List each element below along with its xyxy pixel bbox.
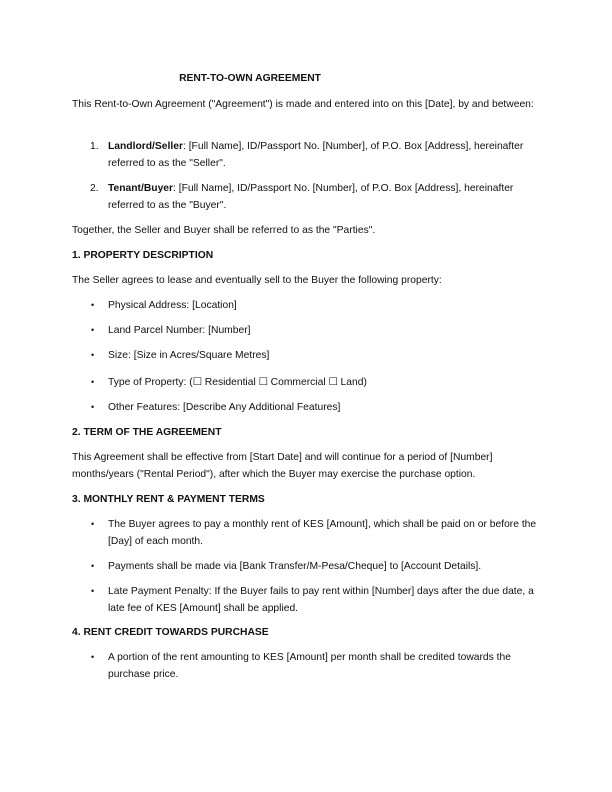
list-item bbox=[91, 649, 540, 683]
section-heading: 2. TERM OF THE AGREEMENT bbox=[72, 427, 222, 438]
list-item bbox=[91, 399, 540, 416]
party-text: : [Full Name], ID/Passport No. [Number], of P.O. Box [Address], hereinafter referred to as the "Seller". bbox=[108, 141, 524, 169]
section-body: This Agreement shall be effective from [Start Date] and will continue for a period of [Number] months/years ("Rental Period"), after which the Buyer may exercise the purchase option. bbox=[72, 452, 493, 480]
bullet-icon: • bbox=[91, 586, 95, 596]
bullet-icon: • bbox=[91, 325, 95, 335]
list-item bbox=[91, 583, 540, 617]
bullet-icon: • bbox=[91, 652, 95, 662]
parties-paragraph: Together, the Seller and Buyer shall be referred to as the "Parties". bbox=[72, 225, 376, 236]
list-item-text: Size: [Size in Acres/Square Metres] bbox=[108, 350, 270, 361]
list-item-text: Late Payment Penalty: If the Buyer fails to pay rent within [Number] days after the due date, a late fee of KES [Amount] shall be applied. bbox=[108, 586, 534, 614]
bullet-icon: • bbox=[91, 300, 95, 310]
party-item-buyer bbox=[90, 180, 540, 214]
party-label: Tenant/Buyer bbox=[108, 183, 174, 194]
list-item-text: Other Features: [Describe Any Additional Features] bbox=[108, 402, 341, 413]
list-item-text: The Buyer agrees to pay a monthly rent of KES [Amount], which shall be paid on or before the [Day] of each month. bbox=[108, 519, 537, 547]
bullet-icon: • bbox=[91, 561, 95, 571]
list-item bbox=[91, 374, 540, 391]
list-item bbox=[91, 297, 540, 314]
list-item bbox=[91, 516, 540, 550]
intro-paragraph: This Rent-to-Own Agreement ("Agreement") is made and entered into on this [Date], by and between: bbox=[72, 99, 534, 110]
list-number: 1. bbox=[90, 141, 99, 152]
section-body: The Seller agrees to lease and eventually sell to the Buyer the following property: bbox=[72, 275, 442, 286]
section-heading: 4. RENT CREDIT TOWARDS PURCHASE bbox=[72, 627, 269, 638]
list-item bbox=[91, 322, 540, 339]
section-heading: 3. MONTHLY RENT & PAYMENT TERMS bbox=[72, 494, 265, 505]
list-item-text: Type of Property: (☐ Residential ☐ Commercial ☐ Land) bbox=[108, 377, 367, 388]
party-text: : [Full Name], ID/Passport No. [Number], of P.O. Box [Address], hereinafter referred to as the "Buyer". bbox=[108, 183, 514, 211]
bullet-icon: • bbox=[91, 377, 95, 387]
list-item-text: Land Parcel Number: [Number] bbox=[108, 325, 251, 336]
document-title: RENT-TO-OWN AGREEMENT bbox=[179, 73, 321, 84]
bullet-icon: • bbox=[91, 350, 95, 360]
party-label: Landlord/Seller bbox=[108, 141, 183, 152]
bullet-icon: • bbox=[91, 519, 95, 529]
list-item-text: A portion of the rent amounting to KES [Amount] per month shall be credited towards the purchase price. bbox=[108, 652, 511, 680]
list-item-text: Physical Address: [Location] bbox=[108, 300, 237, 311]
party-item-seller bbox=[90, 138, 540, 172]
section-heading: 1. PROPERTY DESCRIPTION bbox=[72, 250, 214, 261]
list-number: 2. bbox=[90, 183, 99, 194]
list-item bbox=[91, 558, 540, 575]
list-item-text: Payments shall be made via [Bank Transfer/M-Pesa/Cheque] to [Account Details]. bbox=[108, 561, 482, 572]
bullet-icon: • bbox=[91, 402, 95, 412]
list-item bbox=[91, 347, 540, 364]
